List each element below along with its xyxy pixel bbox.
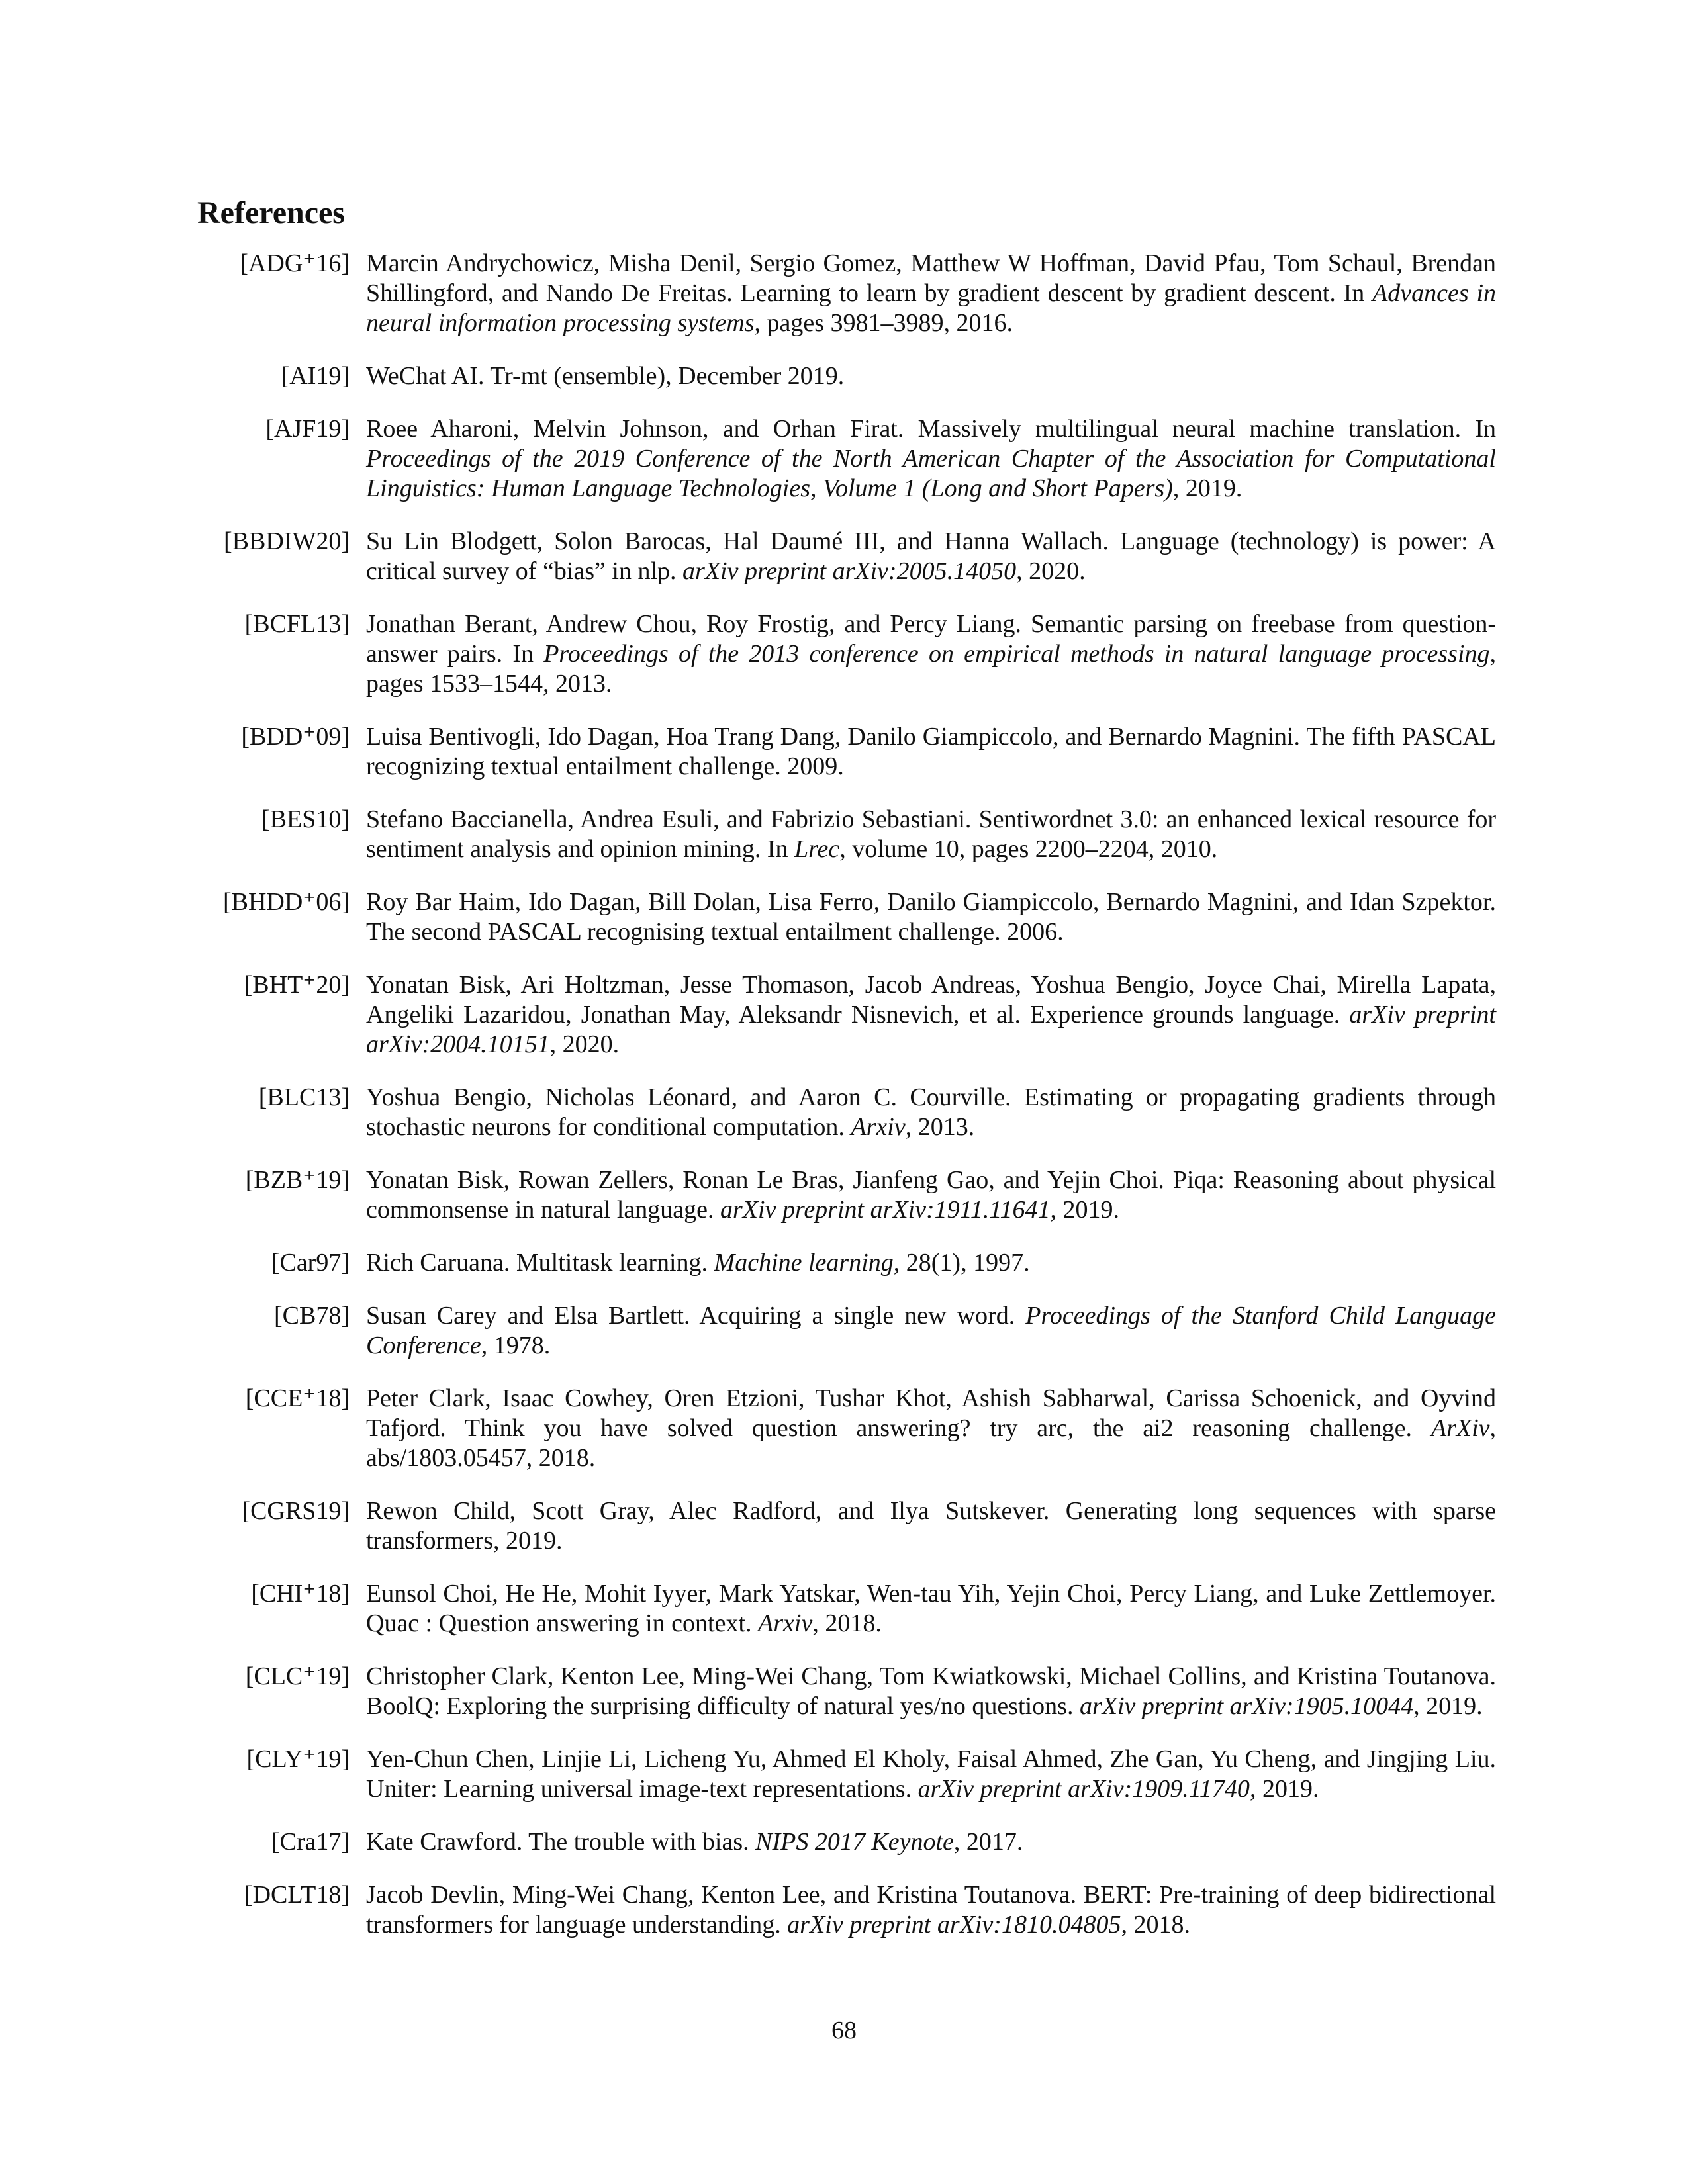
- reference-entry: [197, 1301, 1496, 1361]
- reference-segment: , 2019.: [1172, 475, 1243, 502]
- reference-venue: arXiv preprint arXiv:1810.04805: [787, 1911, 1121, 1938]
- reference-venue: Arxiv: [758, 1610, 813, 1637]
- reference-entry: [197, 610, 1496, 699]
- reference-segment: , 2018.: [812, 1610, 882, 1637]
- reference-entry: [197, 1827, 1496, 1857]
- reference-venue: Proceedings of the 2013 conference on empirical methods in natural language processing: [543, 640, 1490, 668]
- reference-segment: Marcin Andrychowicz, Misha Denil, Sergio Gomez, Matthew W Hoffman, David Pfau, Tom Schaul, Brendan Shillingford, and Nando De Freitas. Learning to learn by gradient descent by gradient descent. In: [366, 250, 1496, 307]
- reference-segment: Yen-Chun Chen, Linjie Li, Licheng Yu, Ahmed El Kholy, Faisal Ahmed, Zhe Gan, Yu Cheng, and Jingjing Liu. Uniter: Learning universal image-text representations.: [366, 1745, 1496, 1803]
- reference-segment: , 2019.: [1249, 1775, 1319, 1803]
- reference-key: [CGRS19]: [242, 1497, 350, 1525]
- reference-segment: , 2017.: [953, 1828, 1023, 1856]
- reference-entry: [197, 1662, 1496, 1721]
- reference-key: [AJF19]: [265, 415, 350, 443]
- reference-segment: Christopher Clark, Kenton Lee, Ming-Wei Chang, Tom Kwiatkowski, Michael Collins, and Kristina Toutanova. BoolQ: Exploring the surprising difficulty of natural yes/no questions.: [366, 1662, 1496, 1720]
- reference-segment: Rich Caruana. Multitask learning.: [366, 1249, 714, 1277]
- reference-segment: Eunsol Choi, He He, Mohit Iyyer, Mark Yatskar, Wen-tau Yih, Yejin Choi, Percy Liang, and Luke Zettlemoyer. Quac : Question answering in context.: [366, 1580, 1496, 1637]
- reference-entry: [197, 1496, 1496, 1556]
- reference-text: [366, 1662, 1496, 1721]
- reference-text: [366, 361, 1496, 391]
- reference-entry: [197, 361, 1496, 391]
- reference-entry: [197, 1165, 1496, 1225]
- reference-entry: [197, 887, 1496, 947]
- reference-key: [ADG⁺16]: [240, 250, 350, 277]
- reference-segment: , abs/1803.05457, 2018.: [366, 1414, 1496, 1472]
- reference-segment: Yonatan Bisk, Ari Holtzman, Jesse Thomason, Jacob Andreas, Yoshua Bengio, Joyce Chai, Mirella Lapata, Angeliki Lazaridou, Jonathan May, Aleksandr Nisnevich, et al. Experience grounds language.: [366, 971, 1496, 1028]
- reference-venue: Arxiv: [851, 1113, 906, 1141]
- reference-venue: NIPS 2017 Keynote: [755, 1828, 954, 1856]
- reference-text: [366, 610, 1496, 699]
- reference-entry: [197, 1880, 1496, 1940]
- reference-segment: Susan Carey and Elsa Bartlett. Acquiring a single new word.: [366, 1302, 1026, 1330]
- reference-key: [BDD⁺09]: [241, 723, 350, 751]
- reference-segment: Jonathan Berant, Andrew Chou, Roy Frostig, and Percy Liang. Semantic parsing on freebase from question-answer pairs. In: [366, 610, 1496, 668]
- reference-venue: Proceedings of the 2019 Conference of the North American Chapter of the Association for Computational Linguistics: Human Language Technologies, Volume 1 (Long and Short Papers): [366, 445, 1496, 502]
- reference-venue: arXiv preprint arXiv:1911.11641: [720, 1196, 1051, 1224]
- reference-entry: [197, 527, 1496, 586]
- reference-venue: Machine learning: [714, 1249, 894, 1277]
- reference-key: [BCFL13]: [244, 610, 350, 638]
- reference-key: [BES10]: [261, 805, 350, 833]
- reference-text: [366, 805, 1496, 864]
- reference-key: [AI19]: [281, 362, 350, 390]
- reference-key: [Cra17]: [271, 1828, 350, 1856]
- reference-entry: [197, 414, 1496, 504]
- reference-text: [366, 1579, 1496, 1639]
- reference-entry: [197, 1384, 1496, 1473]
- reference-entry: [197, 722, 1496, 782]
- reference-key: [BHDD⁺06]: [222, 888, 350, 916]
- page-number: 68: [831, 2017, 857, 2044]
- reference-segment: , 2013.: [905, 1113, 975, 1141]
- reference-text: [366, 1745, 1496, 1804]
- reference-list: [197, 249, 1496, 1963]
- reference-segment: Su Lin Blodgett, Solon Barocas, Hal Daumé III, and Hanna Wallach. Language (technology) is power: A critical survey of “bias” in nlp.: [366, 527, 1496, 585]
- reference-segment: , pages 3981–3989, 2016.: [754, 309, 1013, 337]
- reference-venue: arXiv preprint arXiv:2005.14050: [682, 557, 1017, 585]
- reference-entry: [197, 970, 1496, 1060]
- reference-text: [366, 1301, 1496, 1361]
- reference-segment: , volume 10, pages 2200–2204, 2010.: [839, 835, 1218, 863]
- reference-text: [366, 887, 1496, 947]
- reference-segment: , pages 1533–1544, 2013.: [366, 640, 1497, 698]
- reference-key: [CHI⁺18]: [251, 1580, 350, 1608]
- reference-key: [BBDIW20]: [224, 527, 350, 555]
- reference-segment: Stefano Baccianella, Andrea Esuli, and Fabrizio Sebastiani. Sentiwordnet 3.0: an enhanced lexical resource for sentiment analysis and opinion mining. In: [366, 805, 1496, 863]
- reference-entry: [197, 805, 1496, 864]
- reference-entry: [197, 1083, 1496, 1142]
- reference-venue: Proceedings of the Stanford Child Language Conference: [366, 1302, 1496, 1359]
- reference-text: [366, 1083, 1496, 1142]
- reference-entry: [197, 1745, 1496, 1804]
- reference-segment: Yonatan Bisk, Rowan Zellers, Ronan Le Bras, Jianfeng Gao, and Yejin Choi. Piqa: Reasoning about physical commonsense in natural language.: [366, 1166, 1496, 1224]
- reference-key: [CLY⁺19]: [246, 1745, 350, 1773]
- reference-segment: , 28(1), 1997.: [893, 1249, 1030, 1277]
- reference-key: [Car97]: [271, 1249, 350, 1277]
- reference-venue: Lrec: [794, 835, 840, 863]
- reference-key: [CB78]: [274, 1302, 350, 1330]
- reference-text: [366, 1880, 1496, 1940]
- reference-text: [366, 1827, 1496, 1857]
- reference-key: [BHT⁺20]: [244, 971, 350, 999]
- reference-text: [366, 1384, 1496, 1473]
- reference-segment: Roee Aharoni, Melvin Johnson, and Orhan Firat. Massively multilingual neural machine translation. In: [366, 415, 1496, 443]
- reference-segment: Yoshua Bengio, Nicholas Léonard, and Aaron C. Courville. Estimating or propagating gradients through stochastic neurons for conditional computation.: [366, 1083, 1496, 1141]
- reference-text: [366, 970, 1496, 1060]
- reference-text: [366, 722, 1496, 782]
- reference-segment: WeChat AI. Tr-mt (ensemble), December 2019.: [366, 362, 845, 390]
- reference-segment: Rewon Child, Scott Gray, Alec Radford, and Ilya Sutskever. Generating long sequences with sparse transformers, 2019.: [366, 1497, 1496, 1555]
- reference-segment: Roy Bar Haim, Ido Dagan, Bill Dolan, Lisa Ferro, Danilo Giampiccolo, Bernardo Magnini, and Idan Szpektor. The second PASCAL recognising textual entailment challenge. 2006.: [366, 888, 1496, 946]
- reference-segment: , 2020.: [549, 1030, 620, 1058]
- reference-key: [DCLT18]: [244, 1881, 350, 1909]
- reference-segment: , 2020.: [1016, 557, 1086, 585]
- reference-venue: arXiv preprint arXiv:1909.11740: [917, 1775, 1250, 1803]
- references-heading: References: [197, 195, 345, 230]
- reference-segment: , 1978.: [481, 1332, 551, 1359]
- reference-key: [BLC13]: [258, 1083, 350, 1111]
- reference-segment: Luisa Bentivogli, Ido Dagan, Hoa Trang Dang, Danilo Giampiccolo, and Bernardo Magnini. The fifth PASCAL recognizing textual entailment challenge. 2009.: [366, 723, 1496, 780]
- reference-key: [CCE⁺18]: [245, 1385, 350, 1412]
- reference-segment: , 2019.: [1413, 1692, 1483, 1720]
- reference-venue: ArXiv: [1430, 1414, 1490, 1442]
- reference-text: [366, 1248, 1496, 1278]
- reference-text: [366, 249, 1496, 338]
- reference-segment: Jacob Devlin, Ming-Wei Chang, Kenton Lee, and Kristina Toutanova. BERT: Pre-training of deep bidirectional transformers for language understanding.: [366, 1881, 1496, 1938]
- reference-text: [366, 1496, 1496, 1556]
- reference-venue: Advances in neural information processing systems: [366, 279, 1497, 337]
- reference-entry: [197, 249, 1496, 338]
- reference-key: [CLC⁺19]: [245, 1662, 350, 1690]
- reference-venue: arXiv preprint arXiv:1905.10044: [1079, 1692, 1414, 1720]
- reference-text: [366, 527, 1496, 586]
- reference-entry: [197, 1579, 1496, 1639]
- reference-segment: , 2019.: [1050, 1196, 1120, 1224]
- reference-venue: arXiv preprint arXiv:2004.10151: [366, 1001, 1496, 1058]
- reference-text: [366, 1165, 1496, 1225]
- reference-entry: [197, 1248, 1496, 1278]
- reference-text: [366, 414, 1496, 504]
- reference-segment: Peter Clark, Isaac Cowhey, Oren Etzioni, Tushar Khot, Ashish Sabharwal, Carissa Schoenick, and Oyvind Tafjord. Think you have solved question answering? try arc, the ai2 reasoning challenge.: [366, 1385, 1496, 1442]
- reference-key: [BZB⁺19]: [245, 1166, 350, 1194]
- reference-segment: , 2018.: [1121, 1911, 1190, 1938]
- reference-segment: Kate Crawford. The trouble with bias.: [366, 1828, 756, 1856]
